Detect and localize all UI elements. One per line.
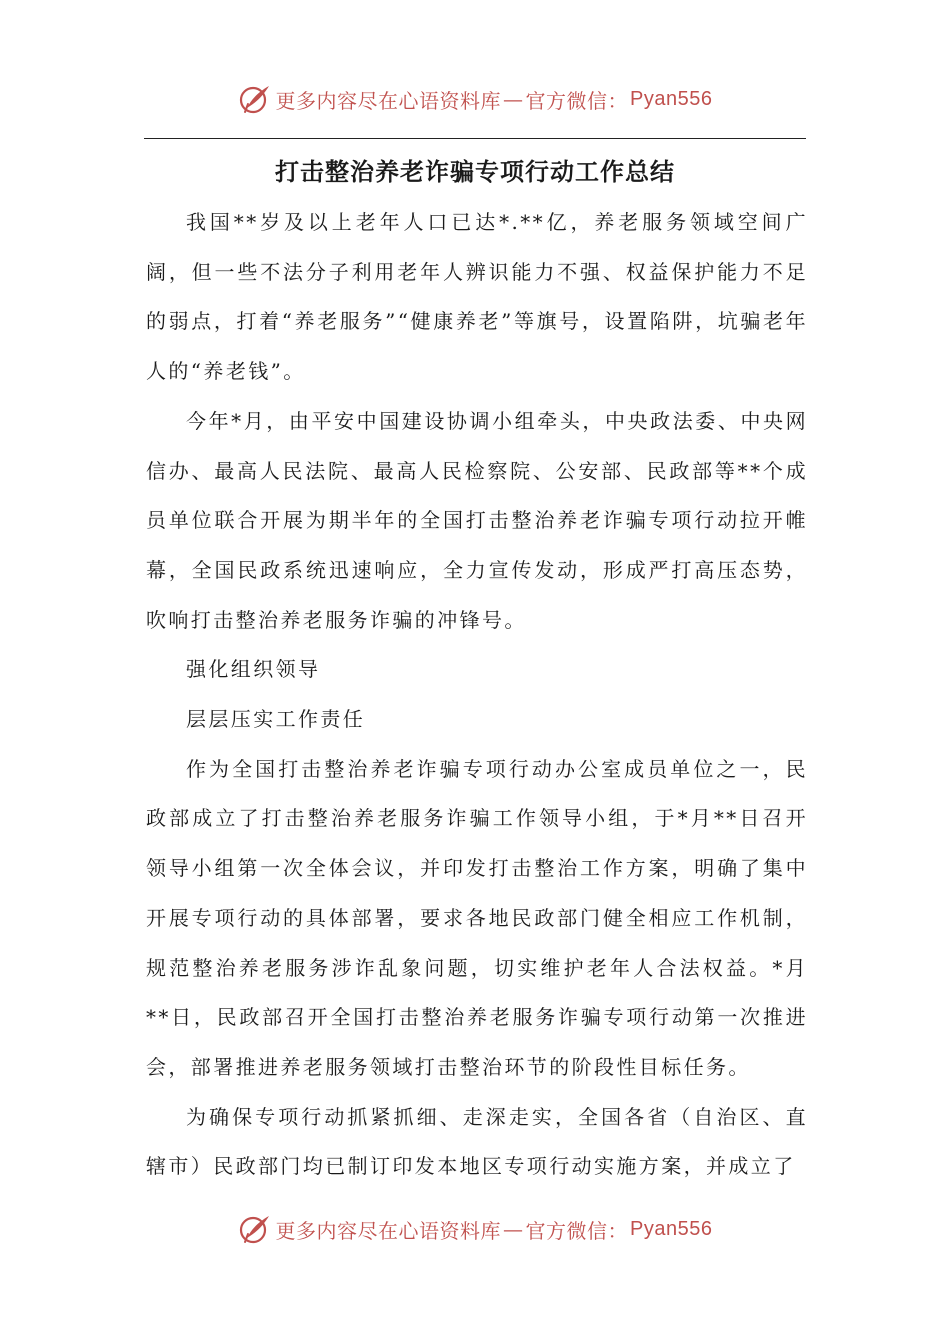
body-paragraph: 作为全国打击整治养老诈骗专项行动办公室成员单位之一，民政部成立了打击整治养老服务诈骗工作领导小组，于*月**日召开领导小组第一次全体会议，并印发打击整治工作方案，明确了集中开展专项行动的具体部署，要求各地民政部门健全相应工作机制，规范整治养老服务涉诈乱象问题，切实维护老年人合法权益。*月**日，民政部召开全国打击整治养老服务诈骗专项行动第一次推进会，部署推进养老服务领域打击整治环节的阶段性目标任务。 [146, 756, 808, 1079]
body-paragraph: 为确保专项行动抓紧抓细、走深走实，全国各省（自治区、直辖市）民政部门均已制订印发本地区专项行动实施方案，并成立了 [146, 1104, 808, 1179]
watermark-main-text: 更多内容尽在心语资料库 [275, 88, 502, 113]
footer-watermark [0, 1212, 950, 1246]
watermark-wechat-id: Pyan556 [630, 1217, 713, 1240]
watermark-sub-text: 官方微信： [525, 1218, 629, 1243]
header-divider [144, 138, 806, 139]
section-heading: 强化组织领导 [186, 657, 321, 682]
document-body [146, 198, 808, 1192]
header-watermark [0, 82, 950, 116]
watermark-main-text: 更多内容尽在心语资料库 [275, 1218, 502, 1243]
body-paragraph: 我国**岁及以上老年人口已达*.**亿，养老服务领域空间广阔，但一些不法分子利用老年人辨识能力不强、权益保护能力不足的弱点，打着“养老服务”“健康养老”等旗号，设置陷阱，坑骗老年人的“养老钱”。 [146, 210, 808, 384]
watermark-wechat-id: Pyan556 [630, 87, 713, 110]
section-subheading: 层层压实工作责任 [186, 707, 366, 732]
watermark-dash: — [503, 87, 524, 111]
watermark-dash: — [503, 1217, 524, 1241]
body-paragraph: 今年*月，由平安中国建设协调小组牵头，中央政法委、中央网信办、最高人民法院、最高人民检察院、公安部、民政部等**个成员单位联合开展为期半年的全国打击整治养老诈骗专项行动拉开帷幕，全国民政系统迅速响应，全力宣传发动，形成严打高压态势，吹响打击整治养老服务诈骗的冲锋号。 [146, 408, 808, 632]
document-title: 打击整治养老诈骗专项行动工作总结 [275, 157, 675, 186]
quill-logo-icon [238, 82, 272, 116]
quill-logo-icon [238, 1212, 272, 1246]
watermark-sub-text: 官方微信： [525, 88, 629, 113]
